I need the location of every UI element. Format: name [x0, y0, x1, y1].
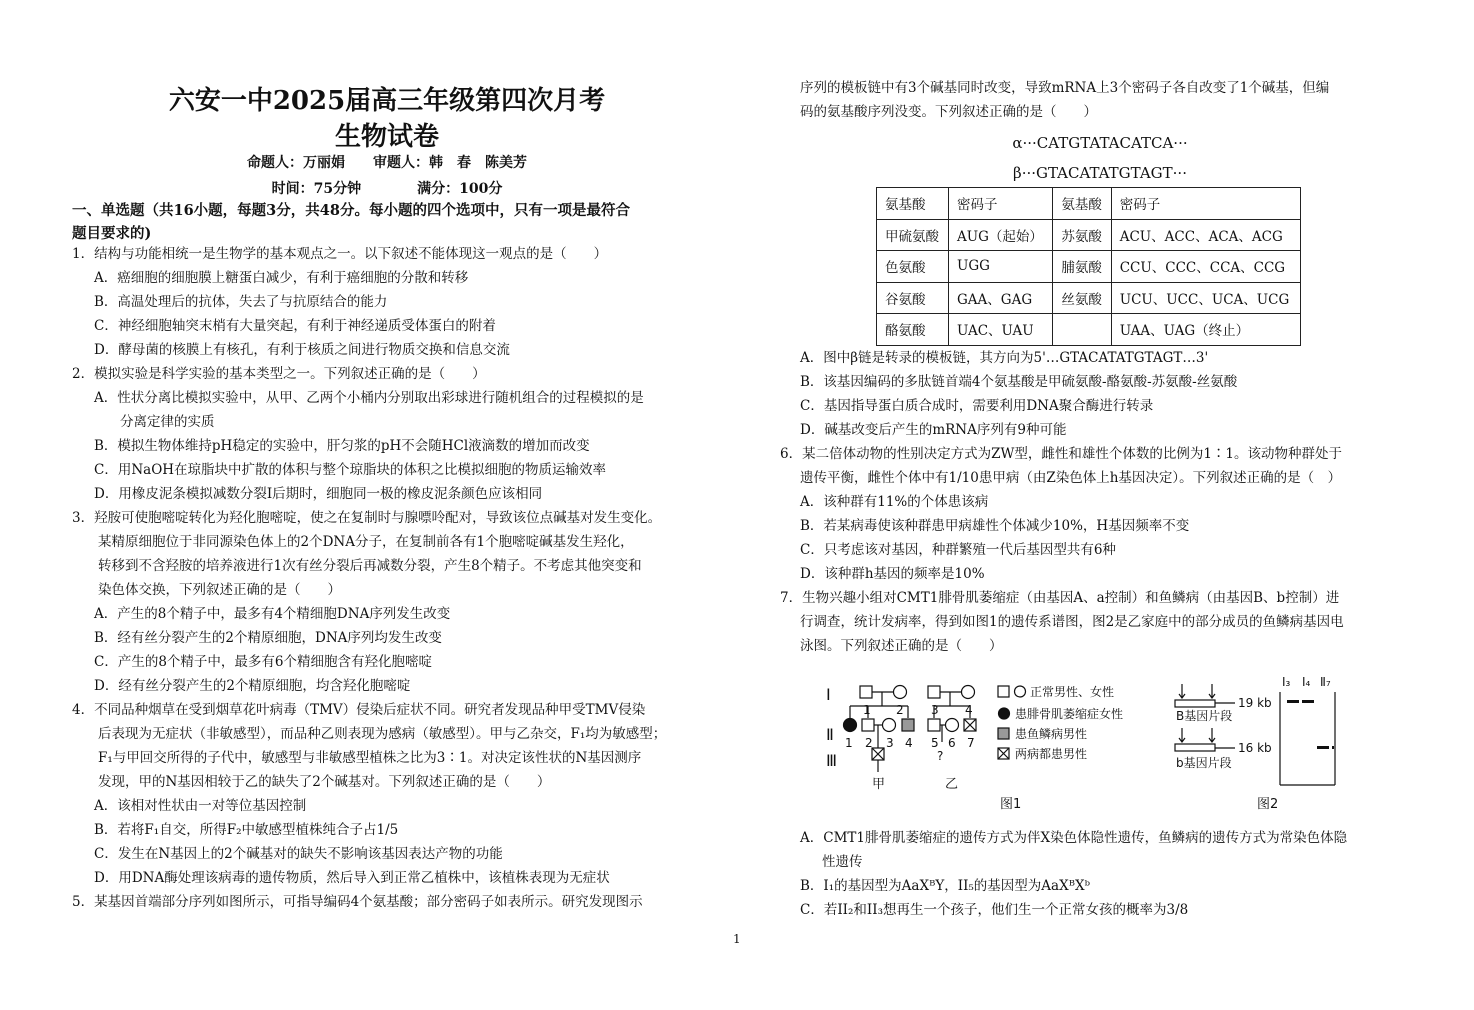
exam-time-score: 时间：75分钟 满分：100分: [271, 181, 503, 197]
left-question-line: 分离定律的实质: [120, 414, 215, 430]
left-question-line: D．酵母菌的核膜上有核孔，有利于核质之间进行物质交换和信息交流: [94, 342, 510, 358]
lane-label: Ⅰ₃: [1282, 675, 1291, 689]
page-number: 1: [733, 932, 741, 946]
left-question-line: 5．某基因首端部分序列如图所示，可指导编码4个氨基酸；部分密码子如表所示。研究发现图示: [72, 894, 643, 910]
table-cell: 色氨酸: [877, 251, 949, 283]
left-question-line: 2．模拟实验是科学实验的基本类型之一。下列叙述正确的是（ ）: [72, 366, 486, 382]
left-question-line: D．用橡皮泥条模拟减数分裂Ⅰ后期时，细胞同一极的橡皮泥条颜色应该相同: [94, 486, 543, 502]
table-cell: GAA、GAG: [949, 282, 1053, 314]
left-question-line: 转移到不含羟胺的培养液进行1次有丝分裂后再减数分裂，产生8个精子。不考虑其他突变和: [98, 558, 642, 574]
table-cell: ACU、ACC、ACA、ACG: [1111, 219, 1300, 251]
right-question-line: A．图中β链是转录的模板链，其方向为5'…GTACATATGTAGT…3': [800, 350, 1209, 366]
sequence-beta: β···GTACATATGTAGT···: [1013, 164, 1187, 182]
lane-label: Ⅱ₇: [1320, 675, 1331, 689]
left-question-line: D．用DNA酶处理该病毒的遗传物质，然后导入到正常乙植株中，该植株表现为无症状: [94, 870, 610, 886]
pedigree-num: 6: [948, 736, 956, 750]
right-question-line: 6．某二倍体动物的性别决定方式为ZW型，雌性和雄性个体数的比例为1∶1。该动物种群处于: [780, 446, 1343, 462]
table-row: [877, 314, 1301, 346]
left-question-line: A．产生的8个精子中，最多有4个精细胞DNA序列发生改变: [94, 606, 451, 622]
table-header-row: [877, 188, 1301, 220]
left-question-line: C．产生的8个精子中，最多有6个精细胞含有羟化胞嘧啶: [94, 654, 433, 670]
pedigree-num: 1: [863, 703, 871, 717]
right-question-bottom-line: 性遗传: [822, 854, 863, 870]
right-question-line: D．碱基改变后产生的mRNA序列有9种可能: [800, 422, 1067, 438]
size-label-16kb: 16 kb: [1238, 741, 1272, 755]
right-question-line: 泳图。下列叙述正确的是（ ）: [800, 638, 1003, 654]
exam-title: 六安一中2025届高三年级第四次月考: [168, 86, 606, 116]
left-question-line: C．用NaOH在琼脂块中扩散的体积与整个琼脂块的体积之比模拟细胞的物质运输效率: [94, 462, 607, 478]
right-question-line: 7．生物兴趣小组对CMT1腓骨肌萎缩症（由基因A、a控制）和鱼鳞病（由基因B、b控制）进: [780, 590, 1340, 606]
section-heading-cont: 题目要求的): [72, 225, 152, 242]
table-row: [877, 219, 1301, 251]
right-question-bottom-line: C．若II₂和II₃想再生一个孩子，他们生一个正常女孩的概率为3/8: [800, 902, 1189, 918]
table-cell: 丝氨酸: [1053, 282, 1111, 314]
gel-band: [1332, 746, 1334, 749]
pedigree-num: 7: [967, 736, 975, 750]
gen-label-II: Ⅱ: [826, 725, 834, 744]
table-cell: 苏氨酸: [1053, 219, 1111, 251]
left-question-line: B．高温处理后的抗体，失去了与抗原结合的能力: [94, 294, 388, 310]
left-question-line: A．该相对性状由一对等位基因控制: [94, 798, 307, 814]
legend-labels: [1015, 684, 1123, 761]
exam-subtitle: 生物试卷: [334, 122, 439, 152]
section-heading: 一、单选题（共16小题，每题3分，共48分。每小题的四个选项中，只有一项是最符合: [72, 202, 630, 219]
table-cell: 酪氨酸: [877, 314, 949, 346]
pedigree-num: 4: [905, 736, 913, 750]
right-question-line: 行调查，统计发病率，得到如图1的遗传系谱图，图2是乙家庭中的部分成员的鱼鳞病基因电: [800, 614, 1344, 630]
right-question-bottom-line: B．I₁的基因型为AaXᴮY，II₅的基因型为AaXᴮXᵇ: [800, 878, 1090, 894]
table-header: 密码子: [949, 188, 1053, 220]
left-question-line: B．若将F₁自交，所得F₂中敏感型植株纯合子占1/5: [94, 822, 399, 838]
q5-text-cont-1: 序列的模板链中有3个碱基同时改变，导致mRNA上3个密码子各自改变了1个碱基，但编: [800, 80, 1330, 96]
left-question-line: A．癌细胞的细胞膜上糖蛋白减少，有利于癌细胞的分散和转移: [94, 270, 469, 286]
pedigree-figure: [820, 670, 1400, 820]
gen-label-I: Ⅰ: [826, 685, 831, 704]
table-cell: AUG（起始）: [949, 219, 1053, 251]
unknown-child: ?: [937, 749, 944, 763]
left-question-line: 染色体交换，下列叙述正确的是（ ）: [98, 582, 341, 598]
left-question-line: 某精原细胞位于非同源染色体上的2个DNA分子，在复制前各有1个胞嘧啶碱基发生羟化，: [98, 534, 634, 550]
left-question-line: 发现，甲的N基因相较于乙的缺失了2个碱基对。下列叙述正确的是（ ）: [98, 774, 551, 790]
pedigree-num: 2: [865, 736, 873, 750]
legend-label: 患鱼鳞病男性: [1015, 727, 1088, 741]
table-cell: CCU、CCC、CCA、CCG: [1111, 251, 1300, 283]
table-cell: UGG: [949, 251, 1053, 283]
fragment-label-B: B基因片段: [1176, 709, 1233, 723]
left-question-line: 1．结构与功能相统一是生物学的基本观点之一。以下叙述不能体现这一观点的是（ ）: [72, 246, 608, 262]
pedigree-num: 4: [965, 703, 973, 717]
right-question-line: B．若某病毒使该种群患甲病雄性个体减少10%，H基因频率不变: [800, 518, 1190, 534]
right-question-line: D．该种群h基因的频率是10%: [800, 566, 985, 582]
left-question-line: 3．羟胺可使胞嘧啶转化为羟化胞嘧啶，使之在复制时与腺嘌呤配对，导致该位点碱基对发生变化。: [72, 510, 662, 526]
codon-table: [876, 187, 1301, 346]
legend-label: 患腓骨肌萎缩症女性: [1015, 707, 1124, 721]
figure1-caption: 图1: [1000, 797, 1022, 812]
lane-label: Ⅰ₄: [1302, 675, 1311, 689]
exam-authors: 命题人：万丽娟 审题人：韩 春 陈美芳: [247, 155, 527, 171]
table-row: [877, 251, 1301, 283]
table-cell: UAC、UAU: [949, 314, 1053, 346]
pedigree-num: 2: [896, 703, 904, 717]
left-question-line: B．经有丝分裂产生的2个精原细胞，DNA序列均发生改变: [94, 630, 442, 646]
table-header: 氨基酸: [1053, 188, 1111, 220]
figure2-caption: 图2: [1257, 797, 1279, 812]
left-question-line: C．发生在N基因上的2个碱基对的缺失不影响该基因表达产物的功能: [94, 846, 503, 862]
gel-band: [1302, 700, 1314, 703]
right-question-line: 遗传平衡，雌性个体中有1/10患甲病（由Z染色体上h基因决定）。下列叙述正确的是（ ）: [800, 470, 1342, 486]
right-question-line: C．只考虑该对基因，种群繁殖一代后基因型共有6种: [800, 542, 1116, 558]
legend-label: 正常男性、女性: [1030, 685, 1115, 699]
size-label-19kb: 19 kb: [1238, 696, 1272, 710]
pedigree-numbers: [845, 703, 975, 792]
pedigree-num: 3: [931, 703, 939, 717]
left-question-line: 4．不同品种烟草在受到烟草花叶病毒（TMV）侵染后症状不同。研究者发现品种甲受TMV侵染: [72, 702, 646, 718]
left-question-line: A．性状分离比模拟实验中，从甲、乙两个小桶内分别取出彩球进行随机组合的过程模拟的是: [94, 390, 644, 406]
gel-band: [1317, 746, 1329, 749]
right-question-line: A．该种群有11%的个体患该病: [800, 494, 989, 510]
table-cell: UAA、UAG（终止）: [1111, 314, 1300, 346]
table-header: 密码子: [1111, 188, 1300, 220]
left-question-line: B．模拟生物体维持pH稳定的实验中，肝匀浆的pH不会随HCl液滴数的增加而改变: [94, 438, 590, 454]
family-label-jia: 甲: [872, 777, 886, 792]
table-cell: 甲硫氨酸: [877, 219, 949, 251]
table-cell: UCU、UCC、UCA、UCG: [1111, 282, 1300, 314]
pedigree-num: 3: [886, 736, 894, 750]
q5-text-cont-2: 码的氨基酸序列没变。下列叙述正确的是（ ）: [800, 104, 1097, 120]
gen-label-III: Ⅲ: [826, 751, 838, 770]
legend-label: 两病都患男性: [1015, 747, 1088, 761]
left-question-line: F₁与甲回交所得的子代中，敏感型与非敏感型植株之比为3∶1。对决定该性状的N基因测序: [98, 750, 642, 766]
family-label-yi: 乙: [945, 777, 959, 792]
left-question-line: 后表现为无症状（非敏感型），而品种乙则表现为感病（敏感型）。甲与乙杂交，F₁均为敏感型；: [98, 726, 667, 742]
right-question-line: B．该基因编码的多肽链首端4个氨基酸是甲硫氨酸-酪氨酸-苏氨酸-丝氨酸: [800, 374, 1238, 390]
fragment-label-b: b基因片段: [1176, 756, 1232, 770]
left-question-line: D．经有丝分裂产生的2个精原细胞，均含羟化胞嘧啶: [94, 678, 411, 694]
gel-bands: [1287, 700, 1334, 749]
pedigree-lines: [844, 686, 977, 773]
table-row: [877, 282, 1301, 314]
table-header: 氨基酸: [877, 188, 949, 220]
sequence-alpha: α···CATGTATACATCA···: [1012, 134, 1188, 152]
gel-band: [1287, 700, 1299, 703]
pedigree-num: 1: [845, 736, 853, 750]
right-question-bottom-line: A．CMT1腓骨肌萎缩症的遗传方式为伴X染色体隐性遗传，鱼鳞病的遗传方式为常染色体隐: [800, 830, 1348, 846]
table-cell: 脯氨酸: [1053, 251, 1111, 283]
right-question-line: C．基因指导蛋白质合成时，需要利用DNA聚合酶进行转录: [800, 398, 1154, 414]
table-cell: 谷氨酸: [877, 282, 949, 314]
pedigree-num: 5: [931, 736, 939, 750]
left-question-line: C．神经细胞轴突末梢有大量突起，有利于神经递质受体蛋白的附着: [94, 318, 496, 334]
table-cell: [1053, 314, 1111, 346]
